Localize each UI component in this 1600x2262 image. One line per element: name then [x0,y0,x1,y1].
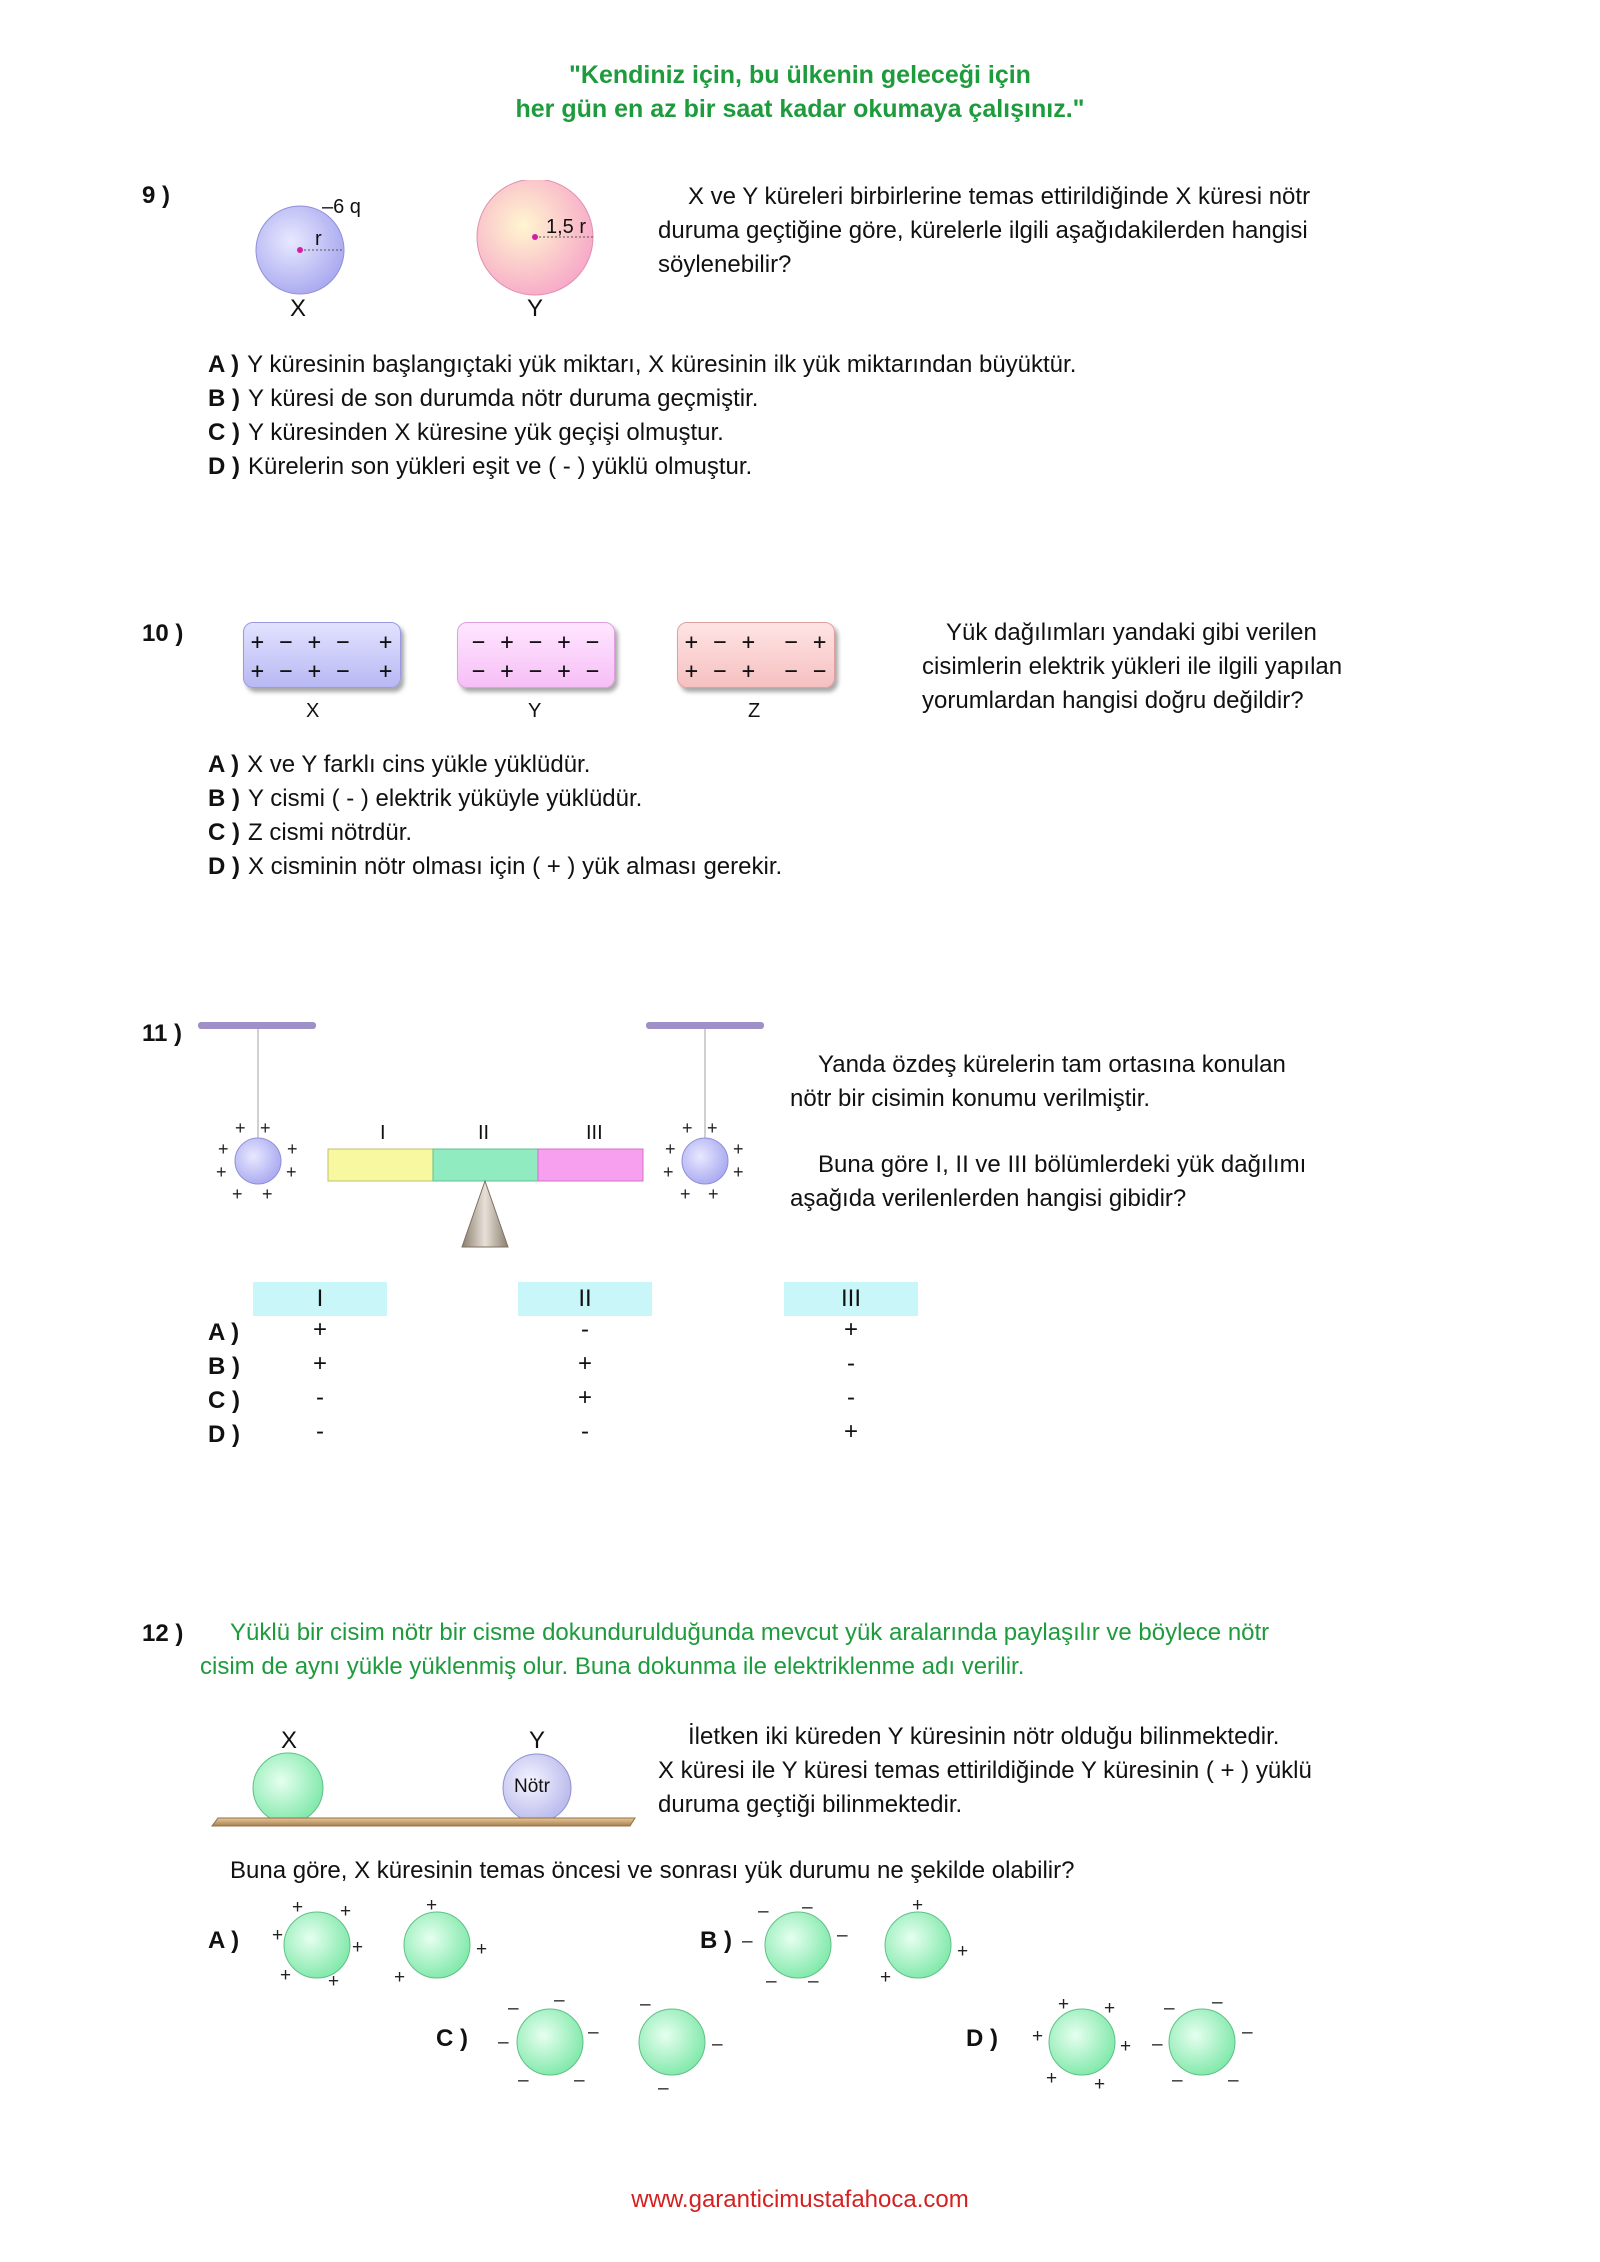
svg-text:+: + [287,1139,298,1159]
svg-text:+: + [665,1139,676,1159]
question-11-number: 11 ) [142,1020,183,1047]
q10-option-c: C ) Z cismi nötrdür. [208,819,413,846]
svg-text:+: + [1032,2026,1044,2047]
section-label-i: I [380,1122,386,1144]
svg-text:+: + [272,1925,284,1946]
box-y-label: Y [528,700,542,722]
svg-text:–: – [658,2078,669,2099]
q11-text1-line-1: Yanda özdeş kürelerin tam ortasına konulan [818,1051,1286,1078]
svg-text:–: – [1212,1992,1223,2013]
svg-text:+: + [280,1965,292,1986]
q10-option-d: D ) X cisminin nötr olması için ( + ) yük alması gerekir. [208,853,783,880]
svg-text:+: + [394,1967,406,1988]
svg-text:–: – [1242,2022,1253,2043]
svg-text:–: – [554,1990,565,2011]
svg-text:–: – [1164,1998,1175,2019]
table-row-c-letter: C ) [208,1387,240,1414]
svg-text:–: – [712,2034,723,2055]
svg-text:–: – [1152,2034,1163,2055]
svg-text:–: – [640,1994,651,2015]
svg-text:+: + [663,1162,674,1182]
q12-text-line-3: duruma geçtiği bilinmektedir. [658,1791,963,1818]
q12-x-label: X [281,1727,298,1754]
y-radius-label: 1,5 r [546,216,587,238]
q9-option-d: D ) Kürelerin son yükleri eşit ve ( - ) yüklü olmuştur. [208,453,753,480]
bar-section-ii [433,1149,538,1181]
q10-option-b: B ) Y cismi ( - ) elektrik yüküyle yüklüdür. [208,785,643,812]
charged-box-x: + − + − + + − + − + [243,622,401,688]
neutral-label: Nötr [514,1776,550,1797]
q12-intro-line-2: cisim de aynı yükle yüklenmiş olur. Buna dokunma ile elektriklenme adı verilir. [200,1653,1025,1680]
q9-option-a: A ) Y küresinin başlangıçtaki yük miktarı, X küresinin ilk yük miktarından büyüktür. [208,351,1077,378]
table-row-a-letter: A ) [208,1319,240,1346]
svg-text:–: – [508,1998,519,2019]
q12-y-label: Y [529,1727,546,1754]
quote-line-1: "Kendiniz için, bu ülkenin geleceği için [569,61,1031,89]
x-radius-label: r [315,228,322,250]
svg-text:+: + [682,1118,693,1138]
svg-text:+: + [1120,2036,1132,2057]
table-header-i: I [253,1282,387,1316]
svg-text:+: + [680,1184,691,1204]
table-cell: - [581,1316,589,1343]
table-cell: - [581,1418,589,1445]
table-cell: + [312,1316,327,1343]
svg-text:+: + [880,1967,892,1988]
table-header-ii: II [518,1282,652,1316]
q12-contact-figure [200,1720,650,1830]
q12-text-line-2: X küresi ile Y küresi temas ettirildiğinde Y küresinin ( + ) yüklü [658,1757,1312,1784]
table-cell: - [847,1384,855,1411]
svg-text:+: + [260,1118,271,1138]
quote-line-2: her gün en az bir saat kadar okumaya çalışınız." [515,95,1085,123]
bar-section-i [328,1149,433,1181]
svg-text:–: – [758,1901,769,1922]
svg-text:+: + [286,1162,297,1182]
q11-pendulum-figure [190,1010,790,1260]
q9-text-line-3: söylenebilir? [658,251,792,278]
svg-text:+: + [1104,1998,1116,2019]
table-cell: - [316,1418,324,1445]
svg-text:+: + [328,1971,340,1992]
sphere-x-large [253,1753,323,1823]
svg-text:–: – [742,1931,753,1952]
q12-option-c-letter: C ) [436,2025,468,2052]
table-cell: + [577,1350,592,1377]
q10-text-line-3: yorumlardan hangisi doğru değildir? [922,687,1304,714]
q12-option-c-figure [498,1990,738,2100]
charged-box-z: + − + − + + − + − − [677,622,835,688]
q11-text2-line-1: Buna göre I, II ve III bölümlerdeki yük dağılımı [818,1151,1307,1178]
q11-text2-line-2: aşağıda verilenlerden hangisi gibidir? [790,1185,1187,1212]
charged-box-y: − + − + − − + − + − [457,622,615,688]
svg-text:–: – [518,2070,529,2091]
svg-text:+: + [218,1139,229,1159]
q12-intro-line-1: Yüklü bir cisim nötr bir cisme dokundurulduğunda mevcut yük aralarında paylaşılır ve böylece nötr [230,1619,1270,1646]
table-cell: + [312,1350,327,1377]
q12-text-line-1: İletken iki küreden Y küresinin nötr olduğu bilinmektedir. [688,1723,1280,1750]
q10-text-line-2: cisimlerin elektrik yükleri ile ilgili yapılan [922,653,1343,680]
q12-option-d-figure [1024,1990,1264,2100]
svg-text:+: + [1046,2068,1058,2089]
q12-option-a-letter: A ) [208,1927,240,1954]
left-ceiling-bar [198,1022,316,1029]
table-cell: - [316,1384,324,1411]
q12-question: Buna göre, X küresinin temas öncesi ve sonrası yük durumu ne şekilde olabilir? [230,1857,1075,1884]
q12-option-a-figure [272,1895,512,1995]
svg-text:–: – [498,2032,509,2053]
table-cell: + [843,1418,858,1445]
svg-text:+: + [707,1118,718,1138]
box-z-label: Z [748,700,761,722]
q12-option-b-figure [742,1895,982,1995]
q12-option-d-letter: D ) [966,2025,998,2052]
table-row-b-letter: B ) [208,1353,240,1380]
x-sphere-label: X [290,295,307,322]
svg-text:+: + [733,1139,744,1159]
svg-text:–: – [837,1925,848,1946]
question-9-number: 9 ) [142,182,171,209]
section-label-iii: III [586,1122,603,1144]
svg-text:–: – [588,2022,599,2043]
bar-section-iii [538,1149,643,1181]
question-10-number: 10 ) [142,620,184,647]
q9-option-b: B ) Y küresi de son durumda nötr duruma geçmiştir. [208,385,759,412]
table-cell: - [847,1350,855,1377]
svg-text:–: – [766,1971,777,1992]
q9-text-line-2: duruma geçtiğine göre, kürelerle ilgili aşağıdakilerden hangisi [658,217,1308,244]
q12-option-b-letter: B ) [700,1927,732,1954]
svg-text:+: + [352,1937,364,1958]
svg-text:–: – [1172,2070,1183,2091]
svg-text:+: + [262,1184,273,1204]
svg-text:+: + [1094,2074,1106,2095]
svg-text:+: + [1058,1994,1070,2015]
svg-text:–: – [808,1971,819,1992]
left-pendulum-sphere [235,1138,281,1184]
section-label-ii: II [478,1122,490,1144]
q9-text-line-1: X ve Y küreleri birbirlerine temas ettirildiğinde X küresi nötr [688,183,1311,210]
svg-text:+: + [340,1901,352,1922]
svg-text:+: + [912,1895,924,1916]
q9-option-c: C ) Y küresinden X küresine yük geçişi olmuştur. [208,419,724,446]
svg-text:+: + [708,1184,719,1204]
q10-option-a: A ) X ve Y farklı cins yükle yüklüdür. [208,751,591,778]
table-cell: + [843,1316,858,1343]
x-charge-label: –6 q [322,196,361,218]
svg-text:+: + [476,1939,488,1960]
bar-stand [462,1181,508,1247]
svg-text:+: + [733,1162,744,1182]
right-ceiling-bar [646,1022,764,1029]
question-12-number: 12 ) [142,1620,184,1647]
svg-text:+: + [232,1184,243,1204]
svg-text:–: – [802,1897,813,1918]
table-row-d-letter: D ) [208,1421,240,1448]
svg-text:+: + [235,1118,246,1138]
y-sphere-label: Y [527,295,544,322]
svg-text:+: + [957,1941,969,1962]
svg-text:–: – [1228,2070,1239,2091]
insulating-board [212,1818,635,1826]
svg-text:+: + [216,1162,227,1182]
box-x-label: X [306,700,320,722]
right-pendulum-sphere [682,1138,728,1184]
svg-text:–: – [574,2070,585,2091]
q10-text-line-1: Yük dağılımları yandaki gibi verilen [946,619,1317,646]
svg-text:+: + [292,1897,304,1918]
table-header-iii: III [784,1282,918,1316]
svg-text:+: + [426,1895,438,1916]
footer-url[interactable]: www.garanticimustafahoca.com [631,2186,969,2213]
table-cell: + [577,1384,592,1411]
q11-text1-line-2: nötr bir cisimin konumu verilmiştir. [790,1085,1151,1112]
